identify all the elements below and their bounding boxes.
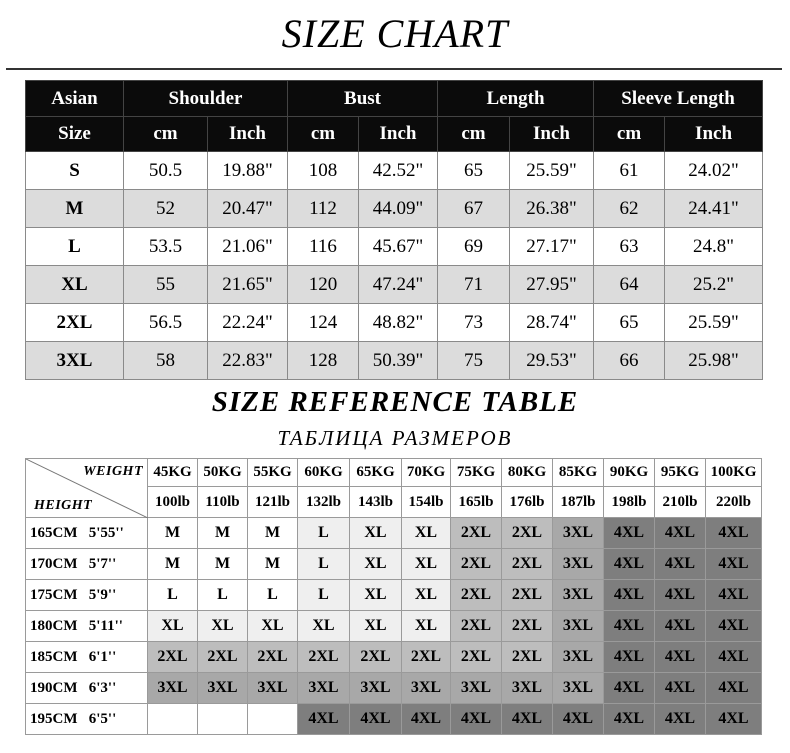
size-cell [248,704,298,735]
size-cell: 4XL [706,549,762,580]
weight-lb-header: 132lb [298,487,350,518]
measure-cell: 42.52" [359,152,438,190]
measure-cell: 22.83" [208,342,288,380]
size-cell: 4XL [604,518,655,549]
weight-kg-header: 60KG [298,459,350,487]
header-unit: Inch [208,117,288,152]
title-divider [6,68,782,70]
size-cell: 3XL [553,673,604,704]
size-cell: 3XL [350,673,402,704]
weight-lb-header: 165lb [451,487,502,518]
size-cell: L [298,580,350,611]
size-cell: XL [402,549,451,580]
size-cell: L [148,580,198,611]
height-cell: 195CM 6'5'' [26,704,148,735]
height-cell: 180CM 5'11'' [26,611,148,642]
measure-cell: 21.06" [208,228,288,266]
size-cell: XL [402,518,451,549]
measure-cell: 128 [288,342,359,380]
size-cell: 4XL [706,580,762,611]
measure-cell: 63 [594,228,665,266]
weight-lb-header: 220lb [706,487,762,518]
measure-cell: 28.74" [510,304,594,342]
size-cell: 2XL [502,580,553,611]
size-chart-body [26,152,763,380]
size-cell: 3XL [451,673,502,704]
table-row [26,266,763,304]
measure-cell: 44.09" [359,190,438,228]
measure-cell: 64 [594,266,665,304]
measure-cell: 27.17" [510,228,594,266]
size-cell: M [148,549,198,580]
measure-cell: 20.47" [208,190,288,228]
weight-lb-header: 100lb [148,487,198,518]
size-cell: 2XL [451,580,502,611]
size-cell: XL [198,611,248,642]
table-row [26,228,763,266]
header-unit: cm [594,117,665,152]
height-cell: 175CM 5'9'' [26,580,148,611]
measure-cell: 116 [288,228,359,266]
weight-lb-header: 154lb [402,487,451,518]
reference-subtitle: ТАБЛИЦА РАЗМЕРОВ [277,426,513,450]
size-cell: 4XL [706,642,762,673]
weight-kg-header: 50KG [198,459,248,487]
size-cell: 2XL [248,642,298,673]
size-cell: 4XL [706,673,762,704]
measure-cell: 120 [288,266,359,304]
weight-kg-header: 70KG [402,459,451,487]
weight-kg-header: 45KG [148,459,198,487]
size-cell: 4XL [604,549,655,580]
measure-cell: 75 [438,342,510,380]
size-cell: 3XL [26,342,124,380]
weight-lb-header: 187lb [553,487,604,518]
size-cell: XL [148,611,198,642]
header-unit: Inch [359,117,438,152]
size-cell: L [248,580,298,611]
size-cell: 4XL [298,704,350,735]
size-cell: 2XL [502,642,553,673]
size-cell: XL [26,266,124,304]
header-shoulder: Shoulder [124,81,288,117]
weight-lb-header: 143lb [350,487,402,518]
weight-kg-header: 80KG [502,459,553,487]
header-unit: cm [124,117,208,152]
size-cell: 3XL [553,642,604,673]
height-cell: 185CM 6'1'' [26,642,148,673]
size-chart-unit-row [26,117,763,152]
weight-kg-header: 55KG [248,459,298,487]
size-cell: XL [350,580,402,611]
size-cell: 4XL [706,518,762,549]
size-cell: 4XL [604,642,655,673]
weight-kg-header: 85KG [553,459,604,487]
measure-cell: 61 [594,152,665,190]
table-row [26,704,762,735]
size-cell: 4XL [502,704,553,735]
size-cell: 3XL [553,580,604,611]
size-cell: 3XL [198,673,248,704]
size-cell: XL [350,518,402,549]
size-cell: XL [350,549,402,580]
table-row [26,673,762,704]
size-cell: 4XL [604,673,655,704]
size-cell: M [198,518,248,549]
size-cell: 2XL [148,642,198,673]
measure-cell: 50.39" [359,342,438,380]
reference-title: SIZE REFERENCE TABLE [211,386,579,418]
header-asian: Asian [26,81,124,117]
measure-cell: 50.5 [124,152,208,190]
size-cell: 4XL [655,704,706,735]
weight-lb-header: 176lb [502,487,553,518]
measure-cell: 67 [438,190,510,228]
size-cell: 2XL [298,642,350,673]
size-cell: M [148,518,198,549]
size-reference-table [25,458,762,735]
header-unit: cm [438,117,510,152]
size-cell: 4XL [604,580,655,611]
measure-cell: 21.65" [208,266,288,304]
table-row [26,304,763,342]
size-cell: 2XL [502,518,553,549]
measure-cell: 27.95" [510,266,594,304]
size-cell: XL [248,611,298,642]
height-cell: 170CM 5'7'' [26,549,148,580]
size-cell: 2XL [451,642,502,673]
size-cell: 3XL [402,673,451,704]
size-cell: 3XL [553,549,604,580]
measure-cell: 65 [594,304,665,342]
measure-cell: 65 [438,152,510,190]
size-cell: 4XL [706,704,762,735]
weight-kg-row [26,459,762,487]
size-cell: 4XL [604,611,655,642]
table-row [26,642,762,673]
header-sleeve-length: Sleeve Length [594,81,763,117]
size-cell: L [298,518,350,549]
measure-cell: 47.24" [359,266,438,304]
size-cell: 3XL [298,673,350,704]
page-title: SIZE CHART [281,11,509,56]
measure-cell: 45.67" [359,228,438,266]
size-cell: 4XL [350,704,402,735]
header-unit: Inch [510,117,594,152]
size-cell: 3XL [502,673,553,704]
size-cell: 4XL [655,673,706,704]
size-cell: 4XL [553,704,604,735]
measure-cell: 25.59" [665,304,763,342]
measure-cell: 66 [594,342,665,380]
height-label: HEIGHT [34,498,93,513]
measure-cell: 24.8" [665,228,763,266]
size-cell: 3XL [553,611,604,642]
weight-kg-header: 90KG [604,459,655,487]
measure-cell: 56.5 [124,304,208,342]
size-cell: 4XL [604,704,655,735]
table-row [26,611,762,642]
size-cell: 2XL [26,304,124,342]
size-cell: 4XL [655,611,706,642]
measure-cell: 62 [594,190,665,228]
header-length: Length [438,81,594,117]
size-cell: 2XL [198,642,248,673]
weight-lb-header: 198lb [604,487,655,518]
measure-cell: 24.02" [665,152,763,190]
measure-cell: 73 [438,304,510,342]
size-cell: 4XL [655,518,706,549]
size-cell: XL [402,580,451,611]
measure-cell: 26.38" [510,190,594,228]
table-row [26,549,762,580]
measure-cell: 53.5 [124,228,208,266]
size-cell: XL [402,611,451,642]
measure-cell: 25.2" [665,266,763,304]
table-row [26,342,763,380]
size-cell: 4XL [655,642,706,673]
size-cell: 4XL [706,611,762,642]
measure-cell: 25.98" [665,342,763,380]
measure-cell: 22.24" [208,304,288,342]
header-size: Size [26,117,124,152]
table-row [26,518,762,549]
size-chart-header-row [26,81,763,117]
weight-height-corner [26,459,148,518]
size-cell: L [298,549,350,580]
size-cell: 4XL [655,580,706,611]
height-cell: 190CM 6'3'' [26,673,148,704]
size-cell: 3XL [148,673,198,704]
size-cell: 3XL [553,518,604,549]
measure-cell: 58 [124,342,208,380]
size-cell: M [248,549,298,580]
size-cell [148,704,198,735]
size-cell: 4XL [655,549,706,580]
measure-cell: 124 [288,304,359,342]
header-bust: Bust [288,81,438,117]
size-cell: M [26,190,124,228]
size-cell: 2XL [502,611,553,642]
size-cell: 2XL [451,518,502,549]
size-cell: L [26,228,124,266]
size-cell: XL [350,611,402,642]
measure-cell: 19.88" [208,152,288,190]
height-cell: 165CM 5'55'' [26,518,148,549]
measure-cell: 69 [438,228,510,266]
size-cell: 2XL [502,549,553,580]
weight-kg-header: 100KG [706,459,762,487]
size-cell: 2XL [402,642,451,673]
size-cell: L [198,580,248,611]
weight-kg-header: 95KG [655,459,706,487]
measure-cell: 24.41" [665,190,763,228]
weight-lb-header: 121lb [248,487,298,518]
table-row [26,580,762,611]
measure-cell: 112 [288,190,359,228]
measure-cell: 25.59" [510,152,594,190]
size-cell: XL [298,611,350,642]
weight-lb-header: 210lb [655,487,706,518]
size-cell: 4XL [451,704,502,735]
header-unit: Inch [665,117,763,152]
size-cell: 4XL [402,704,451,735]
size-cell: 2XL [451,611,502,642]
size-cell: 3XL [248,673,298,704]
size-reference-body [26,518,762,735]
size-cell: M [198,549,248,580]
measure-cell: 29.53" [510,342,594,380]
weight-kg-header: 65KG [350,459,402,487]
size-cell [198,704,248,735]
size-cell: 2XL [451,549,502,580]
size-cell: M [248,518,298,549]
measure-cell: 48.82" [359,304,438,342]
size-cell: S [26,152,124,190]
weight-kg-header: 75KG [451,459,502,487]
size-cell: 2XL [350,642,402,673]
measure-cell: 55 [124,266,208,304]
measure-cell: 71 [438,266,510,304]
weight-label: WEIGHT [83,464,143,479]
measure-cell: 52 [124,190,208,228]
weight-lb-header: 110lb [198,487,248,518]
table-row [26,190,763,228]
table-row [26,152,763,190]
header-unit: cm [288,117,359,152]
size-chart-table [25,80,763,380]
measure-cell: 108 [288,152,359,190]
